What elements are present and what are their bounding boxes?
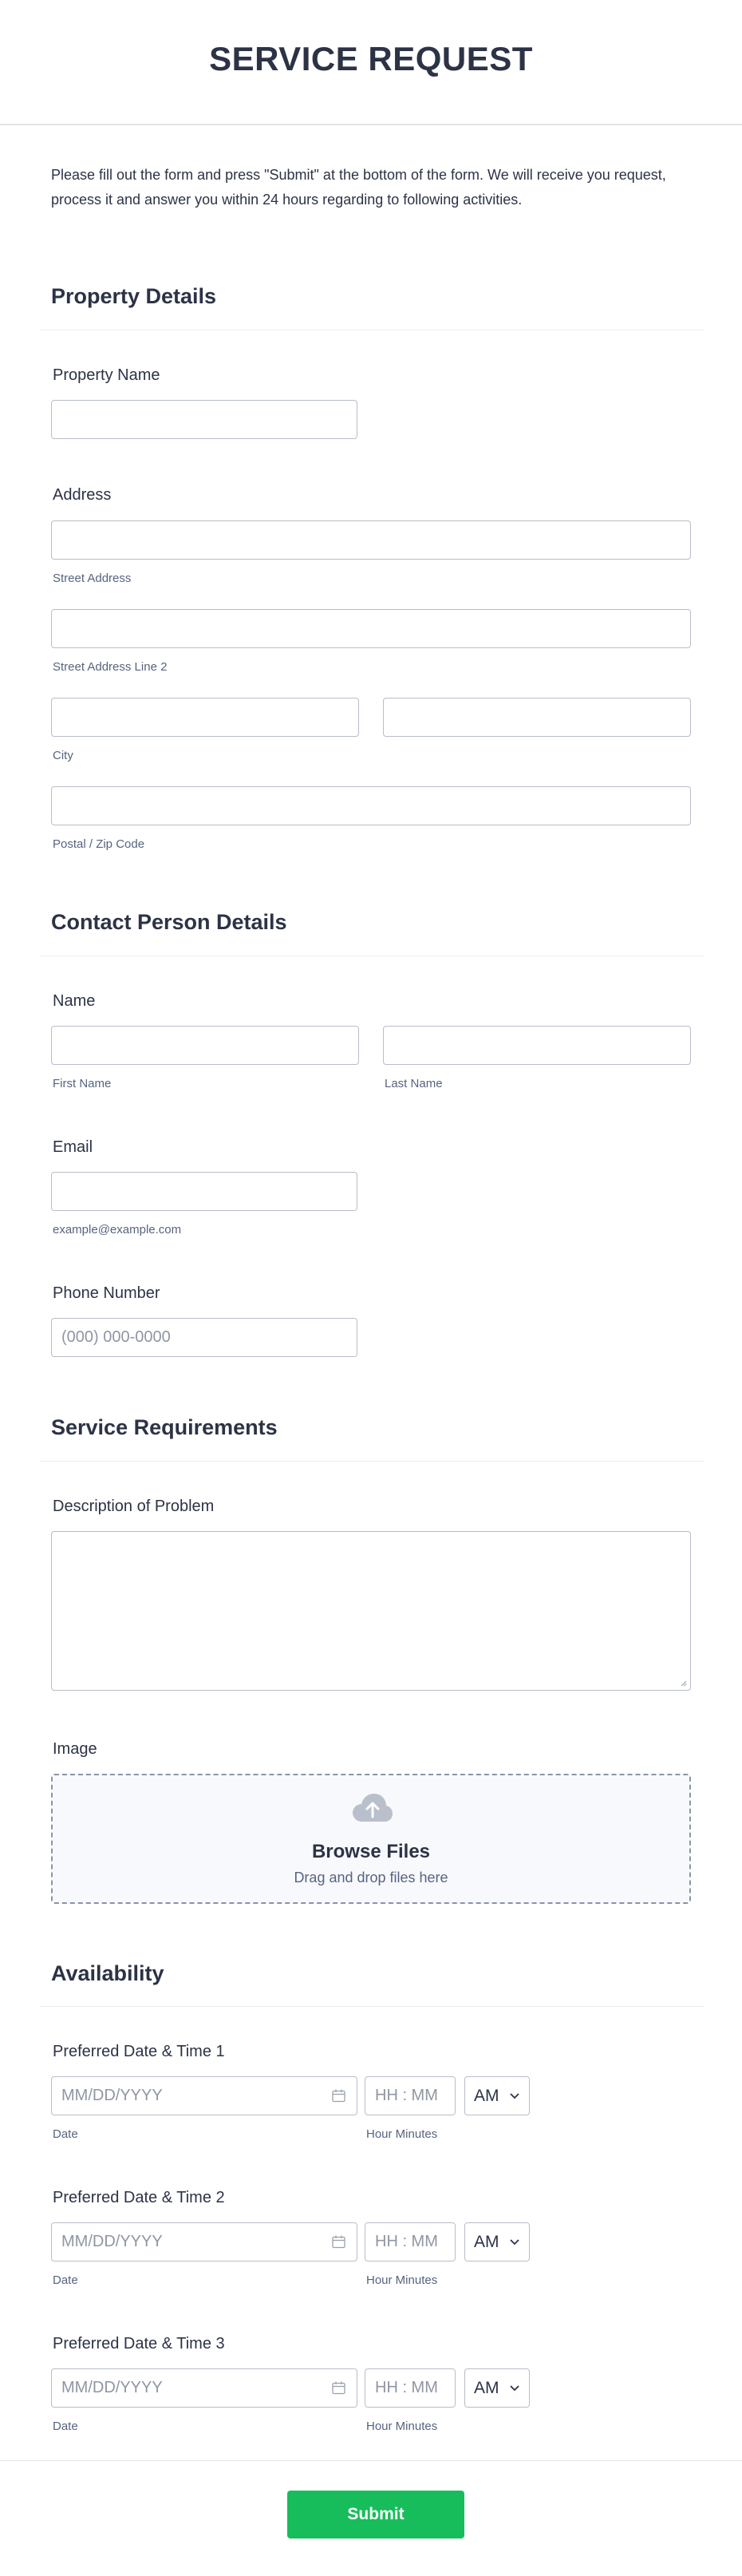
street-address-line2-input[interactable] bbox=[51, 609, 691, 648]
intro-text: Please fill out the form and press "Submit" at the bottom of the form. We will receive you request, process it and answer you within 24 hours regarding to following activities. bbox=[51, 167, 666, 208]
browse-files-label: Browse Files bbox=[311, 1841, 431, 1862]
state-input[interactable] bbox=[383, 698, 691, 737]
date-sublabel: Date bbox=[53, 2127, 78, 2141]
date-input[interactable]: MM/DD/YYYY bbox=[51, 2368, 357, 2408]
calendar-icon[interactable] bbox=[332, 2235, 345, 2249]
ampm-value: AM bbox=[474, 2087, 499, 2105]
time-input[interactable]: HH : MM bbox=[365, 2222, 456, 2261]
resize-handle-icon[interactable] bbox=[679, 1679, 687, 1687]
property-name-input[interactable] bbox=[51, 400, 357, 439]
zip-code-input[interactable] bbox=[51, 786, 691, 825]
address-label: Address bbox=[53, 486, 112, 504]
date-sublabel: Date bbox=[53, 2273, 78, 2287]
section-divider bbox=[40, 1461, 704, 1462]
preferred-date-time-label: Preferred Date & Time 2 bbox=[53, 2189, 225, 2206]
calendar-icon[interactable] bbox=[332, 2381, 345, 2395]
email-label: Email bbox=[53, 1138, 93, 1156]
email-sublabel: example@example.com bbox=[53, 1223, 182, 1237]
first-name-input[interactable] bbox=[51, 1026, 359, 1065]
first-name-sublabel: First Name bbox=[53, 1077, 112, 1090]
city-input[interactable] bbox=[51, 698, 359, 737]
time-input[interactable]: HH : MM bbox=[365, 2076, 456, 2115]
footer-divider bbox=[0, 2460, 742, 2461]
date-input[interactable]: MM/DD/YYYY bbox=[51, 2222, 357, 2261]
section-divider bbox=[40, 2006, 704, 2007]
last-name-sublabel: Last Name bbox=[385, 1077, 443, 1090]
section-title-contact: Contact Person Details bbox=[51, 910, 287, 934]
cloud-upload-icon bbox=[352, 1793, 393, 1823]
date-input[interactable]: MM/DD/YYYY bbox=[51, 2076, 357, 2115]
phone-label: Phone Number bbox=[53, 1284, 160, 1302]
name-label: Name bbox=[53, 992, 96, 1010]
section-title-service: Service Requirements bbox=[51, 1415, 278, 1439]
image-label: Image bbox=[53, 1740, 97, 1758]
description-label: Description of Problem bbox=[53, 1498, 215, 1515]
time-sublabel: Hour Minutes bbox=[366, 2273, 438, 2287]
street-address-input[interactable] bbox=[51, 520, 691, 560]
ampm-select[interactable] bbox=[464, 2076, 530, 2115]
street-address-line2-sublabel: Street Address Line 2 bbox=[53, 660, 168, 674]
ampm-value: AM bbox=[474, 2379, 499, 2397]
file-upload-dropzone[interactable] bbox=[51, 1774, 691, 1904]
submit-button[interactable]: Submit bbox=[287, 2491, 464, 2538]
time-sublabel: Hour Minutes bbox=[366, 2420, 438, 2433]
phone-input[interactable]: (000) 000-0000 bbox=[51, 1318, 357, 1357]
preferred-date-time-label: Preferred Date & Time 3 bbox=[53, 2335, 225, 2352]
city-sublabel: City bbox=[53, 749, 73, 762]
ampm-select[interactable] bbox=[464, 2368, 530, 2408]
ampm-select[interactable] bbox=[464, 2222, 530, 2261]
time-sublabel: Hour Minutes bbox=[366, 2127, 438, 2141]
page-title: SERVICE REQUEST bbox=[209, 40, 533, 77]
description-textarea[interactable] bbox=[51, 1531, 691, 1691]
date-sublabel: Date bbox=[53, 2420, 78, 2433]
section-title-property: Property Details bbox=[51, 284, 217, 308]
calendar-icon[interactable] bbox=[332, 2089, 345, 2103]
time-input[interactable]: HH : MM bbox=[365, 2368, 456, 2408]
preferred-date-time-label: Preferred Date & Time 1 bbox=[53, 2043, 225, 2060]
drag-drop-hint: Drag and drop files here bbox=[294, 1870, 448, 1886]
chevron-down-icon bbox=[510, 2385, 519, 2392]
zip-code-sublabel: Postal / Zip Code bbox=[53, 837, 145, 851]
header-divider bbox=[0, 124, 742, 125]
section-title-availability: Availability bbox=[51, 1961, 164, 1985]
email-input[interactable] bbox=[51, 1172, 357, 1211]
chevron-down-icon bbox=[510, 2093, 519, 2099]
property-name-label: Property Name bbox=[53, 366, 160, 384]
ampm-value: AM bbox=[474, 2233, 499, 2251]
street-address-sublabel: Street Address bbox=[53, 572, 132, 585]
chevron-down-icon bbox=[510, 2239, 519, 2246]
last-name-input[interactable] bbox=[383, 1026, 691, 1065]
